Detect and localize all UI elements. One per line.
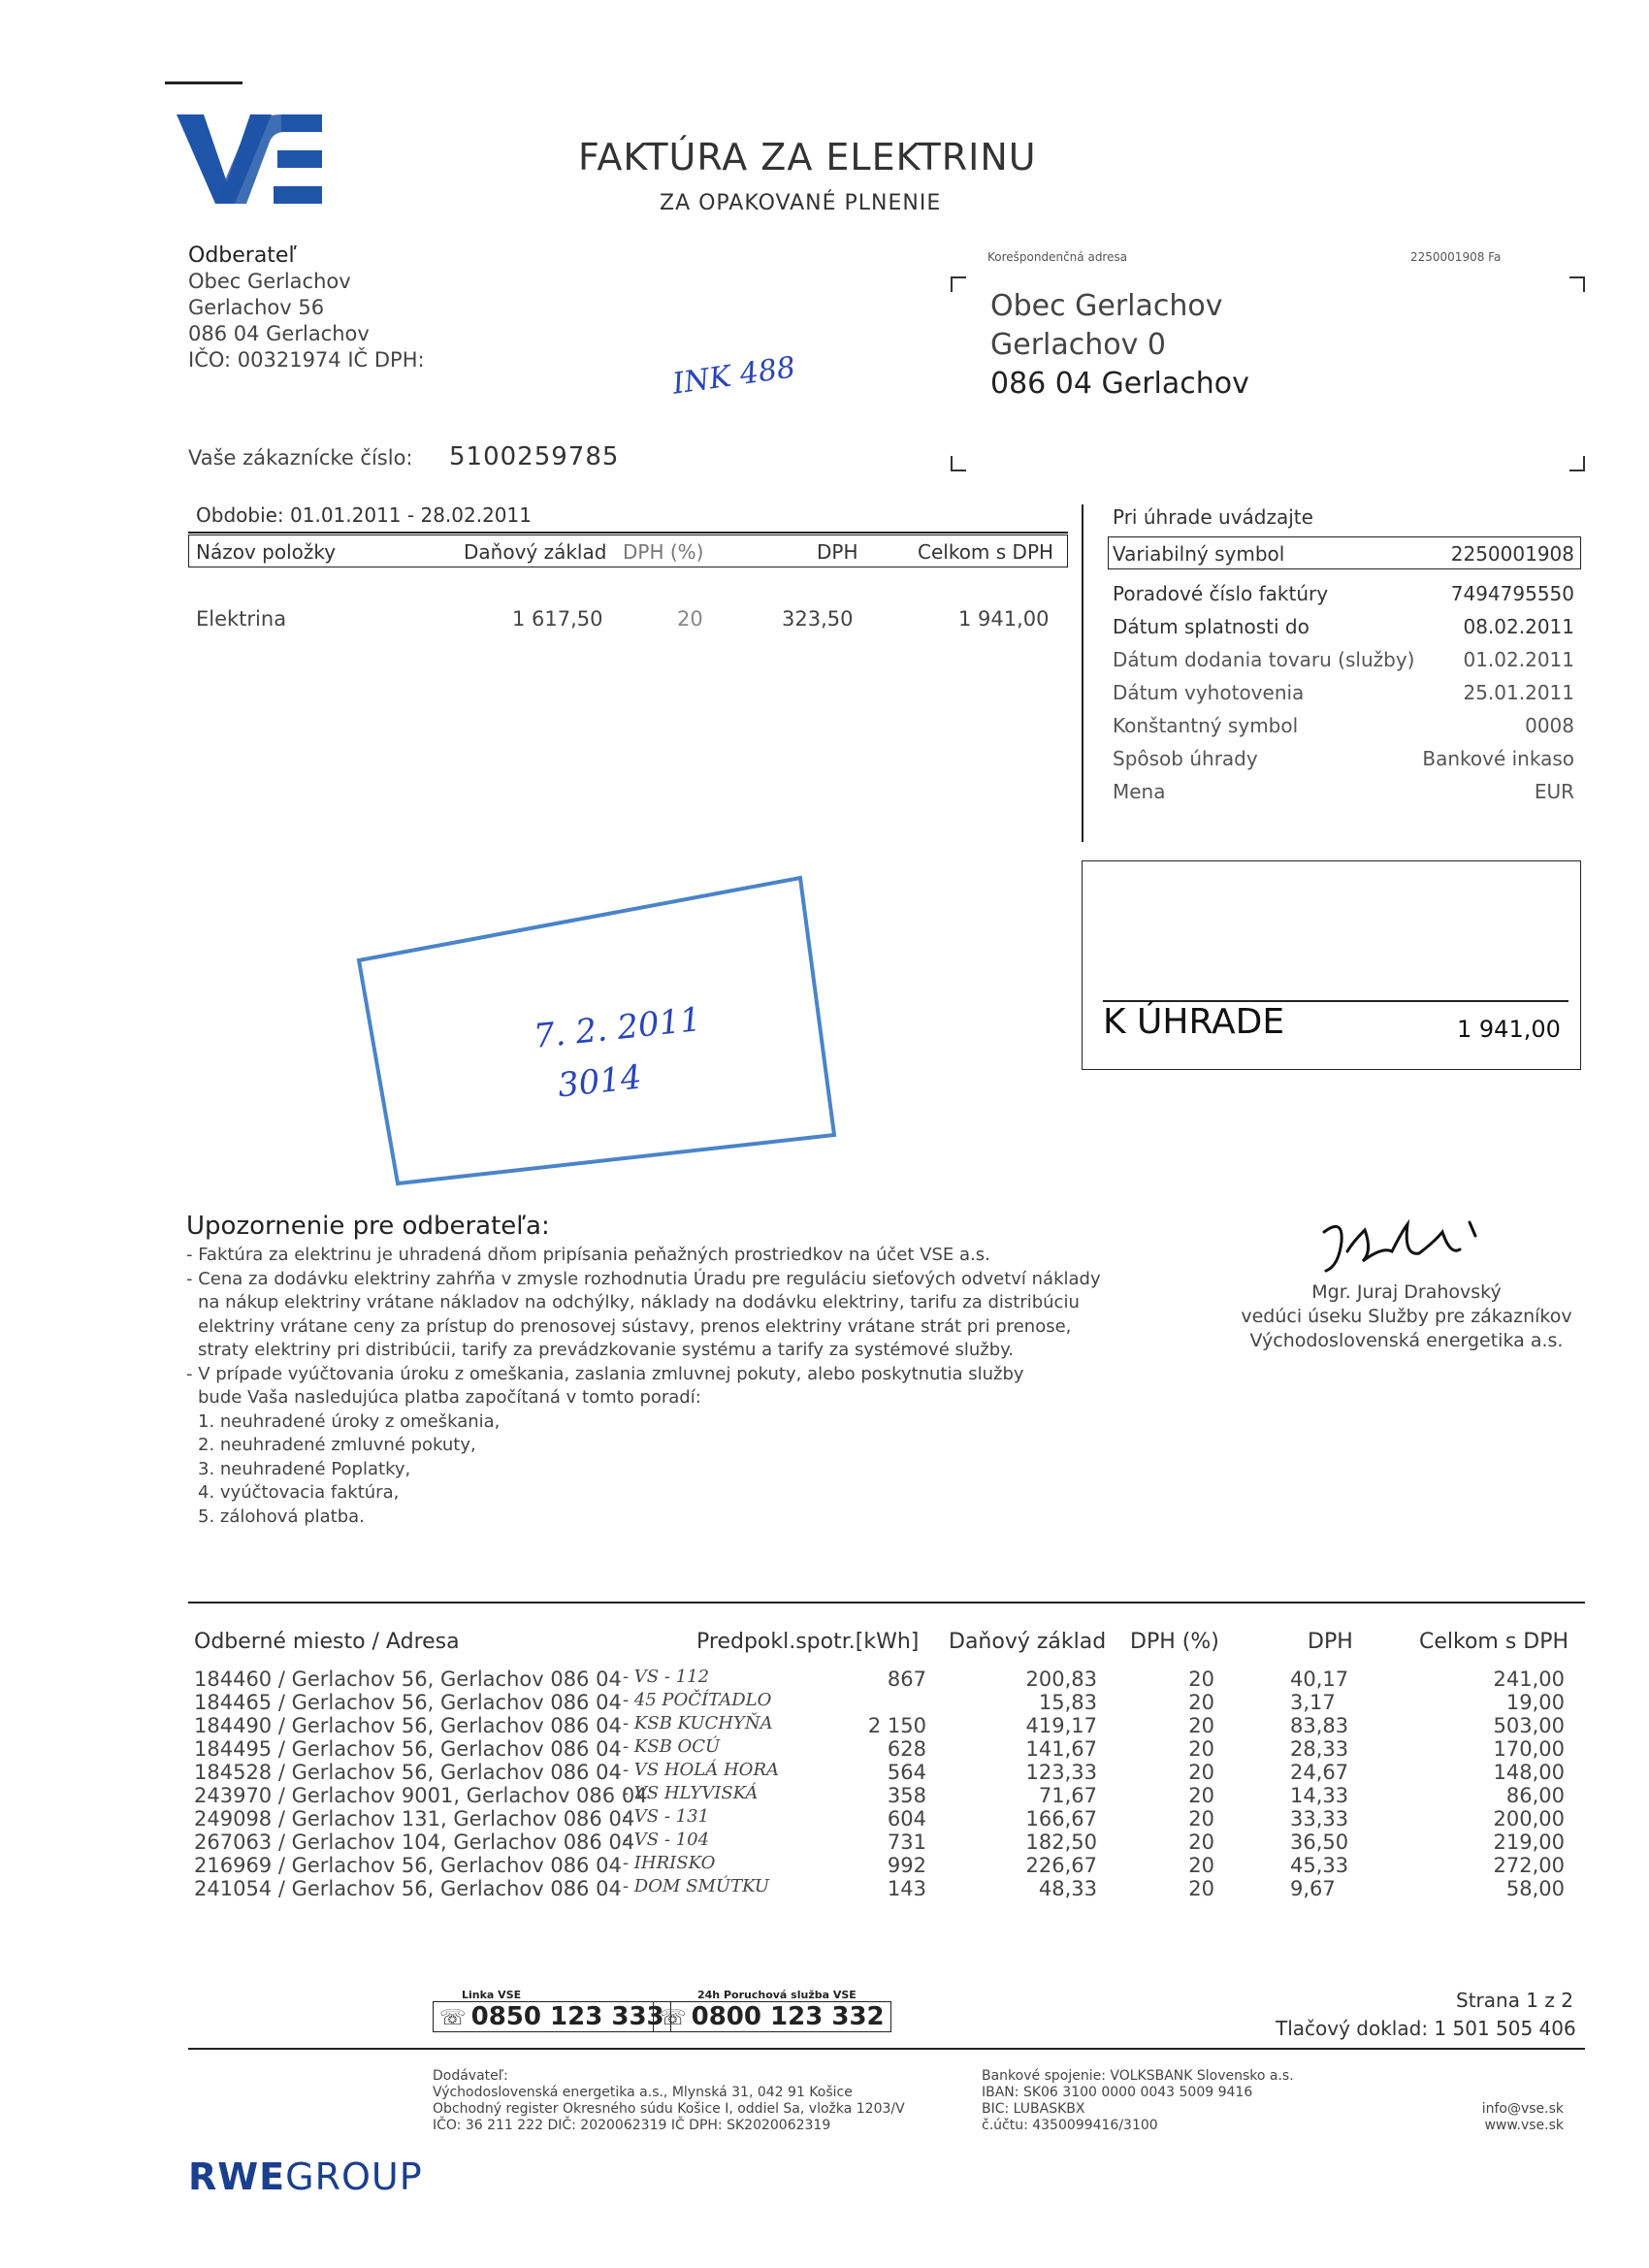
info-row [1113, 747, 1574, 774]
info-label: Mena [1113, 780, 1166, 803]
scan-mark [165, 81, 242, 84]
bracket-tr [1569, 276, 1585, 292]
sp-cell-total: 503,00 [1493, 1714, 1565, 1737]
sp-cell-total: 272,00 [1493, 1854, 1565, 1877]
notice-text [186, 1244, 1101, 1529]
sp-cell-total: 19,00 [1505, 1691, 1565, 1714]
sp-cell-vat-pct: 20 [1188, 1854, 1214, 1877]
info-row [1113, 582, 1574, 609]
sp-cell-total: 86,00 [1505, 1784, 1565, 1807]
sp-top-line [188, 1602, 1585, 1604]
info-label: Dátum splatnosti do [1113, 615, 1310, 638]
sp-cell-vat-pct: 20 [1188, 1761, 1214, 1784]
sp-th-vat: DPH [1308, 1630, 1353, 1654]
info-label: Dátum vyhotovenia [1113, 681, 1305, 704]
sp-cell-place: 184465 / Gerlachov 56, Gerlachov 086 04 [194, 1691, 622, 1714]
sp-cell-base: 419,17 [1025, 1714, 1097, 1737]
sp-cell-consumption: 143 [887, 1877, 926, 1900]
supplier-line: IČO: 36 211 222 DIČ: 2020062319 IČ DPH: SK2020062319 [433, 2118, 831, 2133]
signer-block [1222, 1280, 1591, 1353]
supplier-line: Dodávateľ: [433, 2068, 508, 2084]
notice-line: 1. neuhradené úroky z omeškania, [198, 1410, 501, 1432]
phone-icon: ☏ [439, 2006, 467, 2030]
sp-cell-total: 170,00 [1493, 1737, 1565, 1761]
sp-cell-total: 58,00 [1505, 1877, 1565, 1900]
th-total: Celkom s DPH [918, 540, 1054, 564]
info-value: EUR [1534, 780, 1574, 803]
corr-line2: Gerlachov 0 [990, 328, 1166, 362]
sp-handwritten-note: - VS - 131 [623, 1806, 710, 1827]
supplier-info [433, 2068, 905, 2134]
notice-line: bude Vaša nasledujúca platba započítaná v tomto poradí: [198, 1387, 701, 1408]
sp-th-total: Celkom s DPH [1419, 1630, 1569, 1654]
sp-handwritten-note: - DOM SMÚTKU [623, 1876, 770, 1896]
info-value: 0008 [1525, 714, 1574, 737]
sp-cell-vat-pct: 20 [1188, 1691, 1214, 1714]
bank-line: IBAN: SK06 3100 0000 0043 5009 9416 [982, 2085, 1253, 2100]
sp-th-consumption: Predpokl.spotr.[kWh] [696, 1630, 920, 1654]
hotline2-label: 24h Poruchová služba VSE [697, 1989, 857, 2001]
total-label: K ÚHRADE [1103, 1002, 1285, 1042]
bank-line: BIC: LUBASKBX [982, 2101, 1085, 2117]
bank-line: č.účtu: 4350099416/3100 [982, 2118, 1158, 2133]
info-row [1113, 714, 1574, 741]
hotline2-number: 0800 123 332 [691, 2002, 885, 2031]
sp-cell-base: 15,83 [1038, 1691, 1097, 1714]
customer-city: 086 04 Gerlachov [188, 322, 370, 345]
footer-line [188, 2048, 1585, 2050]
customer-name: Obec Gerlachov [188, 270, 351, 293]
billing-period: Obdobie: 01.01.2011 - 28.02.2011 [196, 503, 532, 527]
sp-cell-base: 48,33 [1038, 1877, 1097, 1900]
sp-cell-vat-pct: 20 [1188, 1877, 1214, 1900]
sp-cell-base: 141,67 [1025, 1737, 1097, 1761]
stamp-number: 3014 [556, 1057, 644, 1106]
sp-cell-place: 216969 / Gerlachov 56, Gerlachov 086 04 [194, 1854, 622, 1877]
sp-cell-vat: 40,17 [1290, 1668, 1349, 1691]
sp-cell-vat-pct: 20 [1188, 1737, 1214, 1761]
hotline1-number: 0850 123 333 [470, 2002, 664, 2031]
sp-cell-place: 243970 / Gerlachov 9001, Gerlachov 086 04 [194, 1784, 648, 1807]
invoice-subtitle: ZA OPAKOVANÉ PLNENIE [660, 191, 942, 215]
info-row [1113, 780, 1574, 807]
th-item-name: Názov položky [196, 540, 337, 564]
info-row [1113, 615, 1574, 642]
sp-handwritten-note: - VS - 112 [623, 1667, 710, 1687]
variable-symbol-value: 2250001908 [1450, 542, 1574, 566]
info-value: 7494795550 [1450, 582, 1574, 605]
sp-th-vat-pct: DPH (%) [1130, 1630, 1219, 1654]
sp-handwritten-note: - VS - 104 [623, 1830, 710, 1850]
variable-symbol-label: Variabilný symbol [1113, 542, 1285, 566]
hotline-vse [433, 1989, 671, 2032]
notice-line: - V prípade vyúčtovania úroku z omeškania, zaslania zmluvnej pokuty, alebo poskytnutia služby [186, 1363, 1024, 1384]
correspondence-address [990, 287, 1249, 404]
item-name: Elektrina [196, 607, 287, 631]
customer-block [188, 243, 425, 373]
sp-cell-place: 184490 / Gerlachov 56, Gerlachov 086 04 [194, 1714, 622, 1737]
sp-cell-base: 166,67 [1025, 1807, 1097, 1831]
sp-handwritten-note: - KSB KUCHYŇA [623, 1713, 773, 1733]
rwe-group-logo [188, 2155, 423, 2198]
sp-handwritten-note: - VS HLYVISKÁ [623, 1783, 759, 1803]
hotline-fault [653, 1989, 891, 2032]
notice-line: 3. neuhradené Poplatky, [198, 1458, 411, 1479]
sp-cell-vat-pct: 20 [1188, 1784, 1214, 1807]
info-value: 25.01.2011 [1463, 681, 1574, 704]
bank-line: Bankové spojenie: VOLKSBANK Slovensko a.s. [982, 2068, 1294, 2084]
sp-cell-base: 71,67 [1038, 1784, 1097, 1807]
sp-handwritten-note: - KSB OCÚ [623, 1736, 721, 1757]
item-base: 1 617,50 [512, 607, 603, 631]
hotline1-label: Linka VSE [462, 1989, 522, 2001]
bracket-tl [951, 276, 966, 292]
notice-line: 2. neuhradené zmluvné pokuty, [198, 1435, 476, 1455]
sp-cell-consumption: 358 [887, 1784, 926, 1807]
item-vat: 323,50 [782, 607, 854, 631]
email-link[interactable]: info@vse.sk [1481, 2101, 1564, 2117]
sp-handwritten-note: - VS HOLÁ HORA [623, 1760, 779, 1780]
sp-cell-vat: 14,33 [1290, 1784, 1349, 1807]
hotline2-box [653, 2001, 891, 2032]
info-row [1113, 648, 1574, 675]
notice-line: na nákup elektriny vrátane nákladov na odchýlky, náklady na dodávku elektriny, tarifu za distribúciu [198, 1292, 1080, 1312]
sp-cell-vat: 33,33 [1290, 1807, 1349, 1831]
sp-cell-place: 184495 / Gerlachov 56, Gerlachov 086 04 [194, 1737, 622, 1761]
bank-info [982, 2068, 1294, 2134]
sp-cell-vat: 36,50 [1290, 1831, 1349, 1854]
info-label: Konštantný symbol [1113, 714, 1299, 737]
signer-company: Východoslovenská energetika a.s. [1249, 1330, 1564, 1351]
corr-line1: Obec Gerlachov [990, 289, 1223, 323]
corr-line3: 086 04 Gerlachov [990, 367, 1249, 401]
customer-ids: IČO: 00321974 IČ DPH: [188, 348, 425, 372]
sp-cell-vat-pct: 20 [1188, 1831, 1214, 1854]
sp-cell-base: 182,50 [1025, 1831, 1097, 1854]
sp-cell-place: 184528 / Gerlachov 56, Gerlachov 086 04 [194, 1761, 622, 1784]
bracket-bl [951, 456, 966, 471]
sp-cell-consumption: 564 [887, 1761, 926, 1784]
page-number: Strana 1 z 2 [1456, 1989, 1573, 2012]
sp-cell-consumption: 604 [887, 1807, 926, 1831]
th-base: Daňový základ [464, 540, 607, 564]
correspondence-code: 2250001908 Fa [1410, 250, 1502, 264]
sp-cell-place: 267063 / Gerlachov 104, Gerlachov 086 04 [194, 1831, 635, 1854]
total-value: 1 941,00 [1457, 1016, 1561, 1043]
notice-line: - Faktúra za elektrinu je uhradená dňom pripísania peňažných prostriedkov na účet VSE a.s. [186, 1245, 990, 1265]
sp-cell-total: 148,00 [1493, 1761, 1565, 1784]
sp-cell-vat-pct: 20 [1188, 1668, 1214, 1691]
notice-line: elektriny vrátane ceny za prístup do prenosovej sústavy, prenos elektriny vrátane strát pri prenose, [198, 1315, 1072, 1337]
customer-street: Gerlachov 56 [188, 296, 325, 319]
info-value: 08.02.2011 [1463, 615, 1574, 638]
rwe-brand-bold: RWE [188, 2155, 286, 2198]
invoice-title: FAKTÚRA ZA ELEKTRINU [578, 136, 1037, 178]
vse-logo [177, 114, 322, 204]
sp-cell-total: 200,00 [1493, 1807, 1565, 1831]
info-label: Dátum dodania tovaru (služby) [1113, 648, 1415, 671]
sp-cell-total: 219,00 [1493, 1831, 1565, 1854]
print-document-number: Tlačový doklad: 1 501 505 406 [1276, 2017, 1576, 2040]
sp-th-place: Odberné miesto / Adresa [194, 1630, 460, 1654]
web-link[interactable]: www.vse.sk [1484, 2118, 1564, 2133]
payment-header: Pri úhrade uvádzajte [1113, 505, 1313, 529]
notice-line: 5. zálohová platba. [198, 1506, 365, 1527]
sp-handwritten-note: - IHRISKO [623, 1853, 716, 1873]
handwritten-note: INK 488 [670, 350, 798, 402]
sp-cell-vat: 3,17 [1290, 1691, 1336, 1714]
sp-cell-vat: 28,33 [1290, 1737, 1349, 1761]
sp-handwritten-note: - 45 POČÍTADLO [623, 1690, 772, 1710]
notice-line: straty elektriny pri distribúcii, tarify za prevádzkovanie systému a tarify za systémové služby. [198, 1340, 1014, 1360]
correspondence-label: Korešpondenčná adresa [987, 250, 1128, 264]
sp-cell-vat-pct: 20 [1188, 1714, 1214, 1737]
th-vat: DPH [817, 540, 858, 564]
notice-line: - Cena za dodávku elektriny zahŕňa v zmysle rozhodnutia Úradu pre reguláciu sieťových odvetví náklady [186, 1268, 1101, 1289]
hotline1-box [433, 2001, 671, 2032]
item-vat-pct: 20 [677, 607, 703, 631]
period-underline [188, 532, 1068, 534]
info-label: Poradové číslo faktúry [1113, 582, 1329, 605]
rwe-brand-rest: GROUP [285, 2155, 423, 2198]
sp-cell-vat: 83,83 [1290, 1714, 1349, 1737]
sp-cell-place: 184460 / Gerlachov 56, Gerlachov 086 04 [194, 1668, 622, 1691]
sp-cell-consumption: 992 [887, 1854, 926, 1877]
sp-cell-base: 123,33 [1025, 1761, 1097, 1784]
sp-cell-total: 241,00 [1493, 1668, 1565, 1691]
sp-cell-consumption: 731 [887, 1831, 926, 1854]
customer-label: Odberateľ [188, 243, 297, 268]
supplier-line: Obchodný register Okresného súdu Košice I, oddiel Sa, vložka 1203/V [433, 2101, 905, 2117]
contacts [1471, 2101, 1564, 2134]
info-value: 01.02.2011 [1463, 648, 1574, 671]
sp-cell-vat: 9,67 [1290, 1877, 1336, 1900]
sp-cell-place: 249098 / Gerlachov 131, Gerlachov 086 04 [194, 1807, 635, 1831]
phone-icon: ☏ [660, 2006, 687, 2030]
sp-cell-consumption: 867 [887, 1668, 926, 1691]
sp-cell-vat: 45,33 [1290, 1854, 1349, 1877]
signature-image [1314, 1213, 1489, 1279]
customer-number: 5100259785 [449, 442, 620, 471]
sp-cell-base: 200,83 [1025, 1668, 1097, 1691]
signer-position: vedúci úseku Služby pre zákazníkov [1241, 1306, 1572, 1327]
customer-number-label: Vaše zákaznícke číslo: [188, 446, 413, 470]
stamp-date: 7. 2. 2011 [532, 1000, 703, 1056]
notice-title: Upozornenie pre odberateľa: [186, 1212, 550, 1241]
item-total: 1 941,00 [958, 607, 1050, 631]
sp-cell-consumption: 2 150 [867, 1714, 926, 1737]
payment-divider [1082, 504, 1083, 842]
sp-cell-vat: 24,67 [1290, 1761, 1349, 1784]
th-vat-pct: DPH (%) [623, 540, 704, 564]
sp-th-base: Daňový základ [949, 1630, 1107, 1654]
sp-cell-base: 226,67 [1025, 1854, 1097, 1877]
info-value: Bankové inkaso [1422, 747, 1574, 770]
sp-cell-place: 241054 / Gerlachov 56, Gerlachov 086 04 [194, 1877, 622, 1900]
sp-cell-consumption: 628 [887, 1737, 926, 1761]
info-row [1113, 681, 1574, 708]
notice-line: 4. vyúčtovacia faktúra, [198, 1482, 400, 1503]
supplier-line: Východoslovenská energetika a.s., Mlynská 31, 042 91 Košice [433, 2085, 853, 2100]
sp-cell-vat-pct: 20 [1188, 1807, 1214, 1831]
signer-name: Mgr. Juraj Drahovský [1311, 1281, 1502, 1303]
info-label: Spôsob úhrady [1113, 747, 1258, 770]
variable-symbol-row [1113, 542, 1574, 569]
bracket-br [1569, 456, 1585, 471]
